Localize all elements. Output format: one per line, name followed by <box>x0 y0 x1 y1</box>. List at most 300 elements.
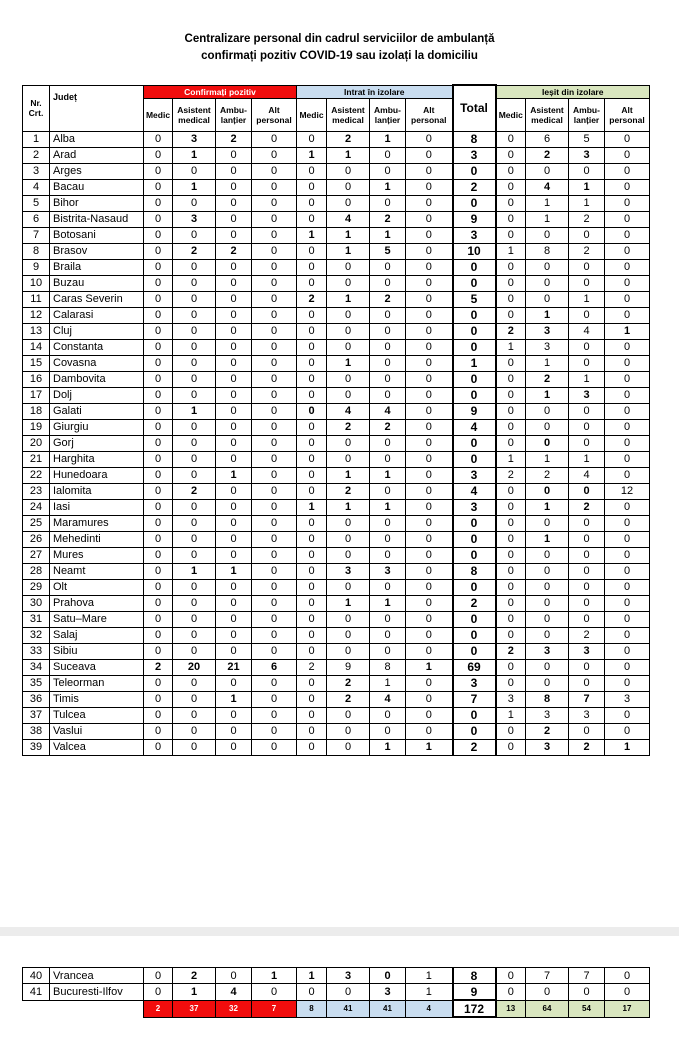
value-cell: 0 <box>216 323 252 339</box>
value-cell: 0 <box>496 563 526 579</box>
value-cell: 0 <box>526 163 569 179</box>
value-cell: 0 <box>406 627 453 643</box>
row-number: 4 <box>23 179 50 195</box>
row-number: 40 <box>23 968 50 984</box>
value-cell: 2 <box>173 483 216 499</box>
value-cell: 0 <box>216 451 252 467</box>
table-row <box>23 131 650 147</box>
value-cell: 7 <box>526 968 569 984</box>
value-cell: 0 <box>144 307 173 323</box>
total-cell: 0 <box>453 579 496 595</box>
value-cell: 3 <box>370 984 406 1001</box>
value-cell: 20 <box>173 659 216 675</box>
value-cell: 0 <box>216 435 252 451</box>
value-cell: 0 <box>297 467 327 483</box>
value-cell: 0 <box>406 595 453 611</box>
value-cell: 0 <box>370 323 406 339</box>
value-cell: 0 <box>406 243 453 259</box>
value-cell: 1 <box>526 499 569 515</box>
value-cell: 0 <box>252 275 297 291</box>
value-cell: 0 <box>144 195 173 211</box>
value-cell: 0 <box>605 515 650 531</box>
value-cell: 0 <box>252 595 297 611</box>
value-cell: 0 <box>252 291 297 307</box>
value-cell: 0 <box>370 611 406 627</box>
value-cell: 0 <box>252 435 297 451</box>
county-name: Galati <box>50 403 144 419</box>
table-row <box>23 707 650 723</box>
value-cell: 0 <box>327 739 370 755</box>
value-cell: 0 <box>496 659 526 675</box>
value-cell: 0 <box>370 643 406 659</box>
value-cell: 1 <box>216 691 252 707</box>
col-header: Alt personal <box>605 98 650 131</box>
value-cell: 0 <box>252 419 297 435</box>
table-row <box>23 307 650 323</box>
value-cell: 1 <box>297 499 327 515</box>
value-cell: 0 <box>496 968 526 984</box>
value-cell: 2 <box>327 675 370 691</box>
county-name: Teleorman <box>50 675 144 691</box>
value-cell: 0 <box>297 259 327 275</box>
value-cell: 0 <box>216 147 252 163</box>
value-cell: 0 <box>605 579 650 595</box>
value-cell: 0 <box>252 451 297 467</box>
table-row <box>23 195 650 211</box>
value-cell: 0 <box>605 387 650 403</box>
total-cell: 9 <box>453 403 496 419</box>
value-cell: 0 <box>144 563 173 579</box>
value-cell: 0 <box>496 307 526 323</box>
table-row <box>23 467 650 483</box>
value-cell: 0 <box>252 563 297 579</box>
value-cell: 1 <box>327 499 370 515</box>
value-cell: 1 <box>327 355 370 371</box>
value-cell: 0 <box>370 435 406 451</box>
value-cell: 1 <box>327 147 370 163</box>
value-cell: 0 <box>406 643 453 659</box>
value-cell: 0 <box>144 435 173 451</box>
value-cell: 0 <box>216 643 252 659</box>
table-row <box>23 675 650 691</box>
value-cell: 3 <box>605 691 650 707</box>
value-cell: 0 <box>216 211 252 227</box>
row-number: 28 <box>23 563 50 579</box>
row-number: 41 <box>23 984 50 1001</box>
value-cell: 0 <box>216 371 252 387</box>
value-cell: 1 <box>370 739 406 755</box>
value-cell: 0 <box>144 355 173 371</box>
value-cell: 0 <box>173 451 216 467</box>
total-cell: 9 <box>453 211 496 227</box>
total-cell: 0 <box>453 451 496 467</box>
county-name: Salaj <box>50 627 144 643</box>
value-cell: 0 <box>144 323 173 339</box>
total-cell: 3 <box>453 467 496 483</box>
value-cell: 0 <box>569 531 605 547</box>
col-header: Asistent medical <box>173 98 216 131</box>
col-header: Ambu-lanțier <box>216 98 252 131</box>
value-cell: 1 <box>297 147 327 163</box>
value-cell: 0 <box>297 339 327 355</box>
value-cell: 3 <box>526 739 569 755</box>
value-cell: 0 <box>526 419 569 435</box>
table-row <box>23 499 650 515</box>
value-cell: 0 <box>526 984 569 1001</box>
row-number: 5 <box>23 195 50 211</box>
table-row <box>23 275 650 291</box>
value-cell: 0 <box>496 195 526 211</box>
value-cell: 0 <box>496 131 526 147</box>
table-row <box>23 483 650 499</box>
value-cell: 0 <box>496 611 526 627</box>
value-cell: 0 <box>406 611 453 627</box>
value-cell: 0 <box>252 547 297 563</box>
value-cell: 0 <box>370 275 406 291</box>
value-cell: 3 <box>569 643 605 659</box>
value-cell: 0 <box>297 419 327 435</box>
value-cell: 0 <box>297 707 327 723</box>
row-number: 25 <box>23 515 50 531</box>
value-cell: 0 <box>173 435 216 451</box>
row-number: 13 <box>23 323 50 339</box>
value-cell: 2 <box>297 291 327 307</box>
value-cell: 2 <box>173 968 216 984</box>
value-cell: 0 <box>144 243 173 259</box>
value-cell: 0 <box>496 675 526 691</box>
total-value: 13 <box>496 1000 526 1017</box>
value-cell: 0 <box>605 547 650 563</box>
value-cell: 2 <box>496 643 526 659</box>
value-cell: 0 <box>173 163 216 179</box>
table-row <box>23 435 650 451</box>
total-cell: 0 <box>453 323 496 339</box>
value-cell: 0 <box>297 579 327 595</box>
value-cell: 0 <box>406 195 453 211</box>
county-name: Vrancea <box>50 968 144 984</box>
row-number: 7 <box>23 227 50 243</box>
value-cell: 1 <box>173 147 216 163</box>
value-cell: 0 <box>327 627 370 643</box>
value-cell: 0 <box>605 723 650 739</box>
value-cell: 1 <box>173 984 216 1001</box>
value-cell: 0 <box>252 131 297 147</box>
county-name: Bacau <box>50 179 144 195</box>
value-cell: 2 <box>216 243 252 259</box>
value-cell: 0 <box>216 627 252 643</box>
row-number: 10 <box>23 275 50 291</box>
value-cell: 0 <box>144 211 173 227</box>
value-cell: 9 <box>327 659 370 675</box>
value-cell: 0 <box>216 339 252 355</box>
value-cell: 0 <box>216 707 252 723</box>
table-row <box>23 403 650 419</box>
total-cell: 0 <box>453 275 496 291</box>
value-cell: 0 <box>297 323 327 339</box>
table-row <box>23 515 650 531</box>
total-cell: 7 <box>453 691 496 707</box>
total-cell: 2 <box>453 179 496 195</box>
value-cell: 0 <box>327 307 370 323</box>
value-cell: 0 <box>173 627 216 643</box>
table-row <box>23 163 650 179</box>
value-cell: 0 <box>526 595 569 611</box>
county-name: Calarasi <box>50 307 144 323</box>
header-nr: Nr. Crt. <box>23 85 50 131</box>
value-cell: 3 <box>569 387 605 403</box>
value-cell: 0 <box>526 627 569 643</box>
value-cell: 0 <box>406 179 453 195</box>
value-cell: 0 <box>496 531 526 547</box>
value-cell: 0 <box>252 691 297 707</box>
total-cell: 0 <box>453 643 496 659</box>
value-cell: 1 <box>327 291 370 307</box>
value-cell: 1 <box>370 595 406 611</box>
value-cell: 0 <box>605 339 650 355</box>
value-cell: 0 <box>252 227 297 243</box>
value-cell: 0 <box>216 499 252 515</box>
value-cell: 1 <box>605 739 650 755</box>
col-header: Alt personal <box>406 98 453 131</box>
value-cell: 1 <box>569 371 605 387</box>
value-cell: 1 <box>252 968 297 984</box>
value-cell: 0 <box>327 579 370 595</box>
value-cell: 0 <box>252 323 297 339</box>
header-group-confirmed: Confirmați pozitiv <box>144 85 297 98</box>
value-cell: 0 <box>605 611 650 627</box>
value-cell: 0 <box>252 723 297 739</box>
value-cell: 0 <box>605 451 650 467</box>
value-cell: 3 <box>327 563 370 579</box>
value-cell: 0 <box>496 371 526 387</box>
value-cell: 0 <box>297 984 327 1001</box>
value-cell: 1 <box>496 707 526 723</box>
value-cell: 0 <box>144 968 173 984</box>
row-number: 32 <box>23 627 50 643</box>
row-number: 17 <box>23 387 50 403</box>
county-name: Dambovita <box>50 371 144 387</box>
value-cell: 0 <box>370 547 406 563</box>
value-cell: 0 <box>569 515 605 531</box>
value-cell: 0 <box>297 243 327 259</box>
total-cell: 0 <box>453 307 496 323</box>
col-header: Asistent medical <box>327 98 370 131</box>
value-cell: 0 <box>144 451 173 467</box>
value-cell: 1 <box>216 563 252 579</box>
value-cell: 0 <box>297 595 327 611</box>
value-cell: 0 <box>144 739 173 755</box>
table-row <box>23 691 650 707</box>
value-cell: 4 <box>569 323 605 339</box>
value-cell: 1 <box>526 355 569 371</box>
table-row <box>23 451 650 467</box>
value-cell: 3 <box>370 563 406 579</box>
value-cell: 0 <box>406 371 453 387</box>
county-name: Cluj <box>50 323 144 339</box>
value-cell: 0 <box>496 227 526 243</box>
value-cell: 0 <box>144 387 173 403</box>
col-header: Medic <box>496 98 526 131</box>
value-cell: 4 <box>216 984 252 1001</box>
value-cell: 0 <box>216 531 252 547</box>
county-name: Buzau <box>50 275 144 291</box>
value-cell: 0 <box>216 579 252 595</box>
table-row <box>23 243 650 259</box>
value-cell: 2 <box>327 419 370 435</box>
header-total: Total <box>453 85 496 131</box>
value-cell: 8 <box>526 243 569 259</box>
value-cell: 0 <box>173 707 216 723</box>
value-cell: 0 <box>526 435 569 451</box>
total-cell: 3 <box>453 227 496 243</box>
row-number: 8 <box>23 243 50 259</box>
col-header: Ambu-lanțier <box>370 98 406 131</box>
value-cell: 0 <box>173 723 216 739</box>
title-line-2: confirmați pozitiv COVID-19 sau izolați la domiciliu <box>201 50 478 62</box>
col-header: Asistent medical <box>526 98 569 131</box>
value-cell: 0 <box>144 547 173 563</box>
county-name: Bucuresti-Ilfov <box>50 984 144 1001</box>
value-cell: 0 <box>252 387 297 403</box>
value-cell: 0 <box>496 579 526 595</box>
value-cell: 0 <box>406 227 453 243</box>
county-name: Bihor <box>50 195 144 211</box>
total-cell: 69 <box>453 659 496 675</box>
value-cell: 0 <box>297 435 327 451</box>
value-cell: 0 <box>216 163 252 179</box>
value-cell: 3 <box>526 707 569 723</box>
county-name: Mures <box>50 547 144 563</box>
value-cell: 0 <box>216 739 252 755</box>
value-cell: 0 <box>569 419 605 435</box>
value-cell: 1 <box>569 451 605 467</box>
value-cell: 3 <box>569 147 605 163</box>
table-row <box>23 355 650 371</box>
row-number: 16 <box>23 371 50 387</box>
value-cell: 0 <box>526 291 569 307</box>
value-cell: 0 <box>496 739 526 755</box>
value-cell: 1 <box>526 387 569 403</box>
value-cell: 0 <box>144 984 173 1001</box>
value-cell: 0 <box>496 403 526 419</box>
value-cell: 0 <box>569 403 605 419</box>
value-cell: 2 <box>144 659 173 675</box>
value-cell: 0 <box>216 259 252 275</box>
value-cell: 0 <box>297 403 327 419</box>
row-number: 15 <box>23 355 50 371</box>
row-number: 18 <box>23 403 50 419</box>
value-cell: 0 <box>370 387 406 403</box>
value-cell: 0 <box>297 563 327 579</box>
row-number: 22 <box>23 467 50 483</box>
total-cell: 0 <box>453 387 496 403</box>
value-cell: 0 <box>605 675 650 691</box>
value-cell: 0 <box>252 707 297 723</box>
value-cell: 0 <box>569 579 605 595</box>
value-cell: 1 <box>327 595 370 611</box>
value-cell: 2 <box>216 131 252 147</box>
value-cell: 0 <box>173 531 216 547</box>
value-cell: 0 <box>605 627 650 643</box>
value-cell: 0 <box>406 547 453 563</box>
value-cell: 1 <box>406 968 453 984</box>
value-cell: 4 <box>327 403 370 419</box>
value-cell: 0 <box>569 355 605 371</box>
value-cell: 0 <box>496 211 526 227</box>
value-cell: 0 <box>569 611 605 627</box>
row-number: 31 <box>23 611 50 627</box>
total-cell: 9 <box>453 984 496 1001</box>
total-cell: 3 <box>453 147 496 163</box>
table-row <box>23 563 650 579</box>
row-number: 37 <box>23 707 50 723</box>
total-cell: 0 <box>453 259 496 275</box>
value-cell: 0 <box>144 515 173 531</box>
value-cell: 0 <box>327 259 370 275</box>
value-cell: 0 <box>605 211 650 227</box>
value-cell: 0 <box>144 339 173 355</box>
value-cell: 1 <box>327 227 370 243</box>
value-cell: 0 <box>173 307 216 323</box>
value-cell: 1 <box>173 563 216 579</box>
value-cell: 0 <box>297 387 327 403</box>
value-cell: 0 <box>605 403 650 419</box>
value-cell: 0 <box>252 355 297 371</box>
value-cell: 0 <box>370 195 406 211</box>
value-cell: 0 <box>144 275 173 291</box>
value-cell: 0 <box>406 275 453 291</box>
row-number: 33 <box>23 643 50 659</box>
value-cell: 2 <box>297 659 327 675</box>
value-cell: 0 <box>327 723 370 739</box>
row-number: 9 <box>23 259 50 275</box>
value-cell: 0 <box>327 451 370 467</box>
value-cell: 1 <box>569 291 605 307</box>
value-cell: 2 <box>370 291 406 307</box>
value-cell: 0 <box>173 515 216 531</box>
total-cell: 1 <box>453 355 496 371</box>
value-cell: 0 <box>496 627 526 643</box>
title-line-1: Centralizare personal din cadrul serviciilor de ambulanță <box>184 33 495 45</box>
value-cell: 0 <box>252 179 297 195</box>
value-cell: 0 <box>526 275 569 291</box>
value-cell: 0 <box>252 211 297 227</box>
value-cell: 0 <box>569 259 605 275</box>
value-cell: 0 <box>569 275 605 291</box>
value-cell: 0 <box>496 483 526 499</box>
value-cell: 0 <box>496 435 526 451</box>
value-cell: 0 <box>327 163 370 179</box>
row-number: 34 <box>23 659 50 675</box>
value-cell: 0 <box>144 499 173 515</box>
row-number: 6 <box>23 211 50 227</box>
value-cell: 0 <box>370 371 406 387</box>
value-cell: 1 <box>297 227 327 243</box>
table-row <box>23 387 650 403</box>
value-cell: 0 <box>216 723 252 739</box>
county-name: Bistrita-Nasaud <box>50 211 144 227</box>
value-cell: 2 <box>173 243 216 259</box>
value-cell: 0 <box>605 147 650 163</box>
value-cell: 2 <box>370 419 406 435</box>
table-row <box>23 627 650 643</box>
value-cell: 3 <box>327 968 370 984</box>
value-cell: 0 <box>605 259 650 275</box>
value-cell: 0 <box>216 227 252 243</box>
value-cell: 0 <box>297 131 327 147</box>
value-cell: 0 <box>252 371 297 387</box>
total-cell: 0 <box>453 627 496 643</box>
